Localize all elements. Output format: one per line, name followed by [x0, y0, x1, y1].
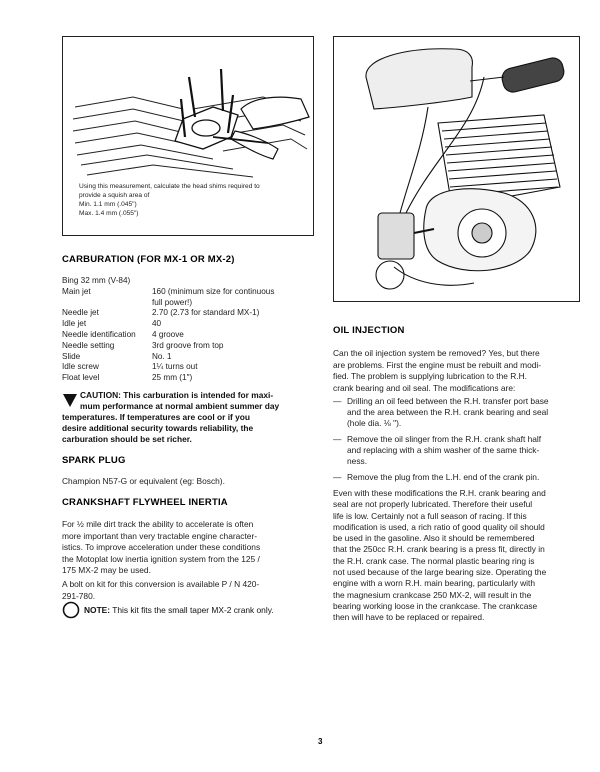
caution-continuation: temperatures. If temperatures are cool or if you desire additional security towards reliability, the carburation should be set richer.: [62, 412, 254, 445]
caution-text: CAUTION: This carburation is intended for maxi- mum performance at normal ambient summer day: [80, 390, 280, 412]
crankshaft-heading: CRANKSHAFT FLYWHEEL INERTIA: [62, 497, 228, 508]
figure-head-shim: [62, 36, 314, 236]
caution-triangle-icon: [62, 392, 78, 408]
spec-row: Idle screw 1¼ turns out: [62, 362, 198, 372]
right-column: [333, 36, 580, 623]
engine-illustration: [334, 37, 579, 301]
caption-line: provide a squish area of: [79, 192, 150, 199]
modification-item: — Drilling an oil feed between the R.H. transfer port base and the area between the R.H. crank bearing and seal (hole dia. ⅛ ").: [333, 396, 549, 429]
page-number: 3: [318, 737, 323, 746]
spec-row: full power!): [152, 297, 193, 307]
modification-item: — Remove the oil slinger from the R.H. crank shaft half and replacing with a shim washer of the same thick- ness.: [333, 434, 542, 467]
spec-row: Bing 32 mm (V-84): [62, 276, 131, 285]
spark-plug-heading: SPARK PLUG: [62, 455, 126, 466]
spec-row: Needle identification 4 groove: [62, 329, 184, 339]
spec-row: Needle setting 3rd groove from top: [62, 340, 224, 350]
caption-line: Min. 1.1 mm (.045"): [79, 201, 137, 208]
crankshaft-paragraph-2: A bolt on kit for this conversion is available P / N 420- 291-780.: [62, 579, 260, 601]
spec-row: Needle jet 2.70 (2.73 for standard MX-1): [62, 308, 260, 318]
caption-line: Using this measurement, calculate the head shims required to: [79, 183, 260, 190]
spark-plug-text: Champion N57-G or equivalent (eg: Bosch).: [62, 476, 225, 486]
modification-item: — Remove the plug from the L.H. end of the crank pin.: [333, 472, 540, 482]
carburation-heading: CARBURATION (FOR MX-1 OR MX-2): [62, 254, 235, 265]
spec-row: Main jet 160 (minimum size for continuous: [62, 286, 275, 296]
oil-injection-heading: OIL INJECTION: [333, 325, 405, 336]
spec-row: Idle jet 40: [62, 319, 162, 329]
caption-line: Max. 1.4 mm (.055"): [79, 210, 139, 217]
spec-row: Slide No. 1: [62, 351, 172, 361]
oil-injection-closing: Even with these modifications the R.H. crank bearing and seal are not properly lubricated. Therefore their useful life is low. Certainly not a full season of racing. If this modification is used, a rich ratio of good quality oil should be used in the gasoline. Also it should be remembered that the 250cc R.H. crank bearing is a press fit, directly in the R.H. crank case. The normal plastic bearing ring is not used because of the large bearing size. Operating the engine with a worn R.H. main bearing, particularly with the magnesium crankcase 250 MX-2, will result in the bearing working loose in the crankcase. The crankcase then will have to be replaced or repaired.: [333, 488, 547, 623]
figure-engine-assembly: [333, 36, 580, 302]
figure-caption: [79, 182, 307, 218]
carburation-spec-table: [62, 276, 320, 384]
note-text: NOTE: This kit fits the small taper MX-2 crank only.: [84, 605, 274, 615]
crankshaft-paragraph-1: For ½ mile dirt track the ability to accelerate is often more important than very tractable engine character- istics. To improve acceleration under these conditions the Motoplat low inertia ignition system from the 125 / 175 MX-2 may be used.: [62, 519, 261, 575]
left-column: [62, 36, 320, 615]
oil-injection-intro: Can the oil injection system be removed? Yes, but there are problems. First the engine must be rebuilt and modi- fied. The problem is supplying lubrication to the R.H. crank bearing and oil seal. The modifications are:: [333, 348, 542, 393]
spec-row: Float level 25 mm (1"): [62, 373, 193, 383]
note-circle-icon: [62, 601, 80, 619]
